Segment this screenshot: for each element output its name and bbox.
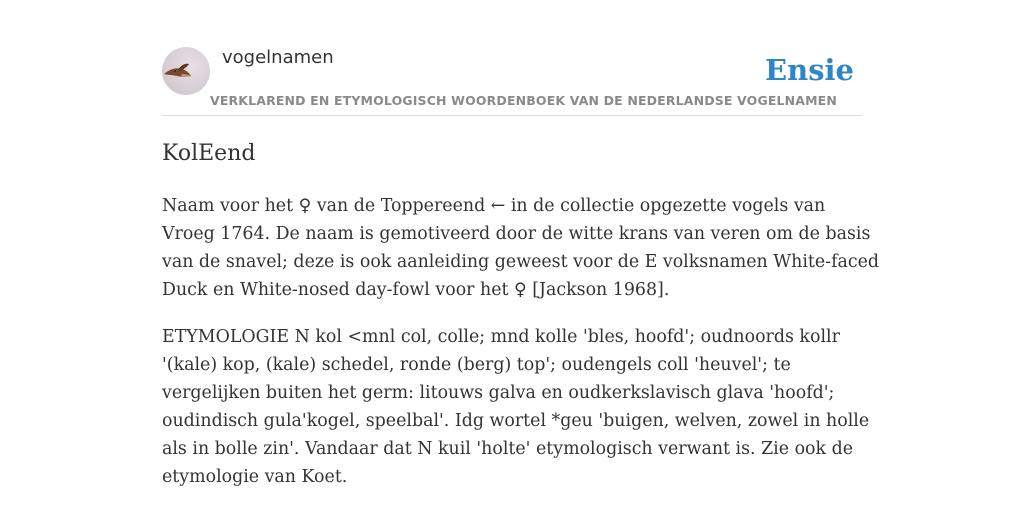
brand-logo[interactable]: Ensie [765, 53, 854, 87]
site-subtitle: VERKLAREND EN ETYMOLOGISCH WOORDENBOEK VAN DE NEDERLANDSE VOGELNAMEN [210, 93, 837, 108]
site-name[interactable]: vogelnamen [222, 47, 334, 68]
text-line: Vroeg 1764. De naam is gemotiveerd door de witte krans van veren om de basis [162, 224, 871, 244]
text-line: vergelijken buiten het germ: litouws galva en oudkerkslavisch glava 'hoofd'; [162, 383, 835, 403]
text-line: Duck en White-nosed day-fowl voor het ♀ [Jackson 1968]. [162, 280, 670, 300]
text-line: oudindisch gula'kogel, speelbal'. Idg wortel *geu 'buigen, welven, zowel in holle [162, 411, 870, 431]
entry-title: KolEend [162, 141, 256, 166]
bird-icon [162, 47, 210, 95]
text-line: '(kale) kop, (kale) schedel, ronde (berg) top'; oudengels coll 'heuvel'; te [162, 355, 791, 375]
text-line: ETYMOLOGIE N kol <mnl col, colle; mnd kolle 'bles, hoofd'; oudnoords kollr [162, 327, 840, 347]
header-divider [162, 115, 862, 116]
avatar[interactable] [162, 47, 210, 95]
text-line: als in bolle zin'. Vandaar dat N kuil 'holte' etymologisch verwant is. Zie ook de [162, 439, 853, 459]
text-line: van de snavel; deze is ook aanleiding geweest voor de E volksnamen White-faced [162, 252, 880, 272]
text-line: etymologie van Koet. [162, 467, 348, 487]
text-line: Naam voor het ♀ van de Toppereend ← in de collectie opgezette vogels van [162, 196, 826, 216]
definition-paragraph [162, 192, 882, 304]
etymology-paragraph [162, 323, 882, 491]
